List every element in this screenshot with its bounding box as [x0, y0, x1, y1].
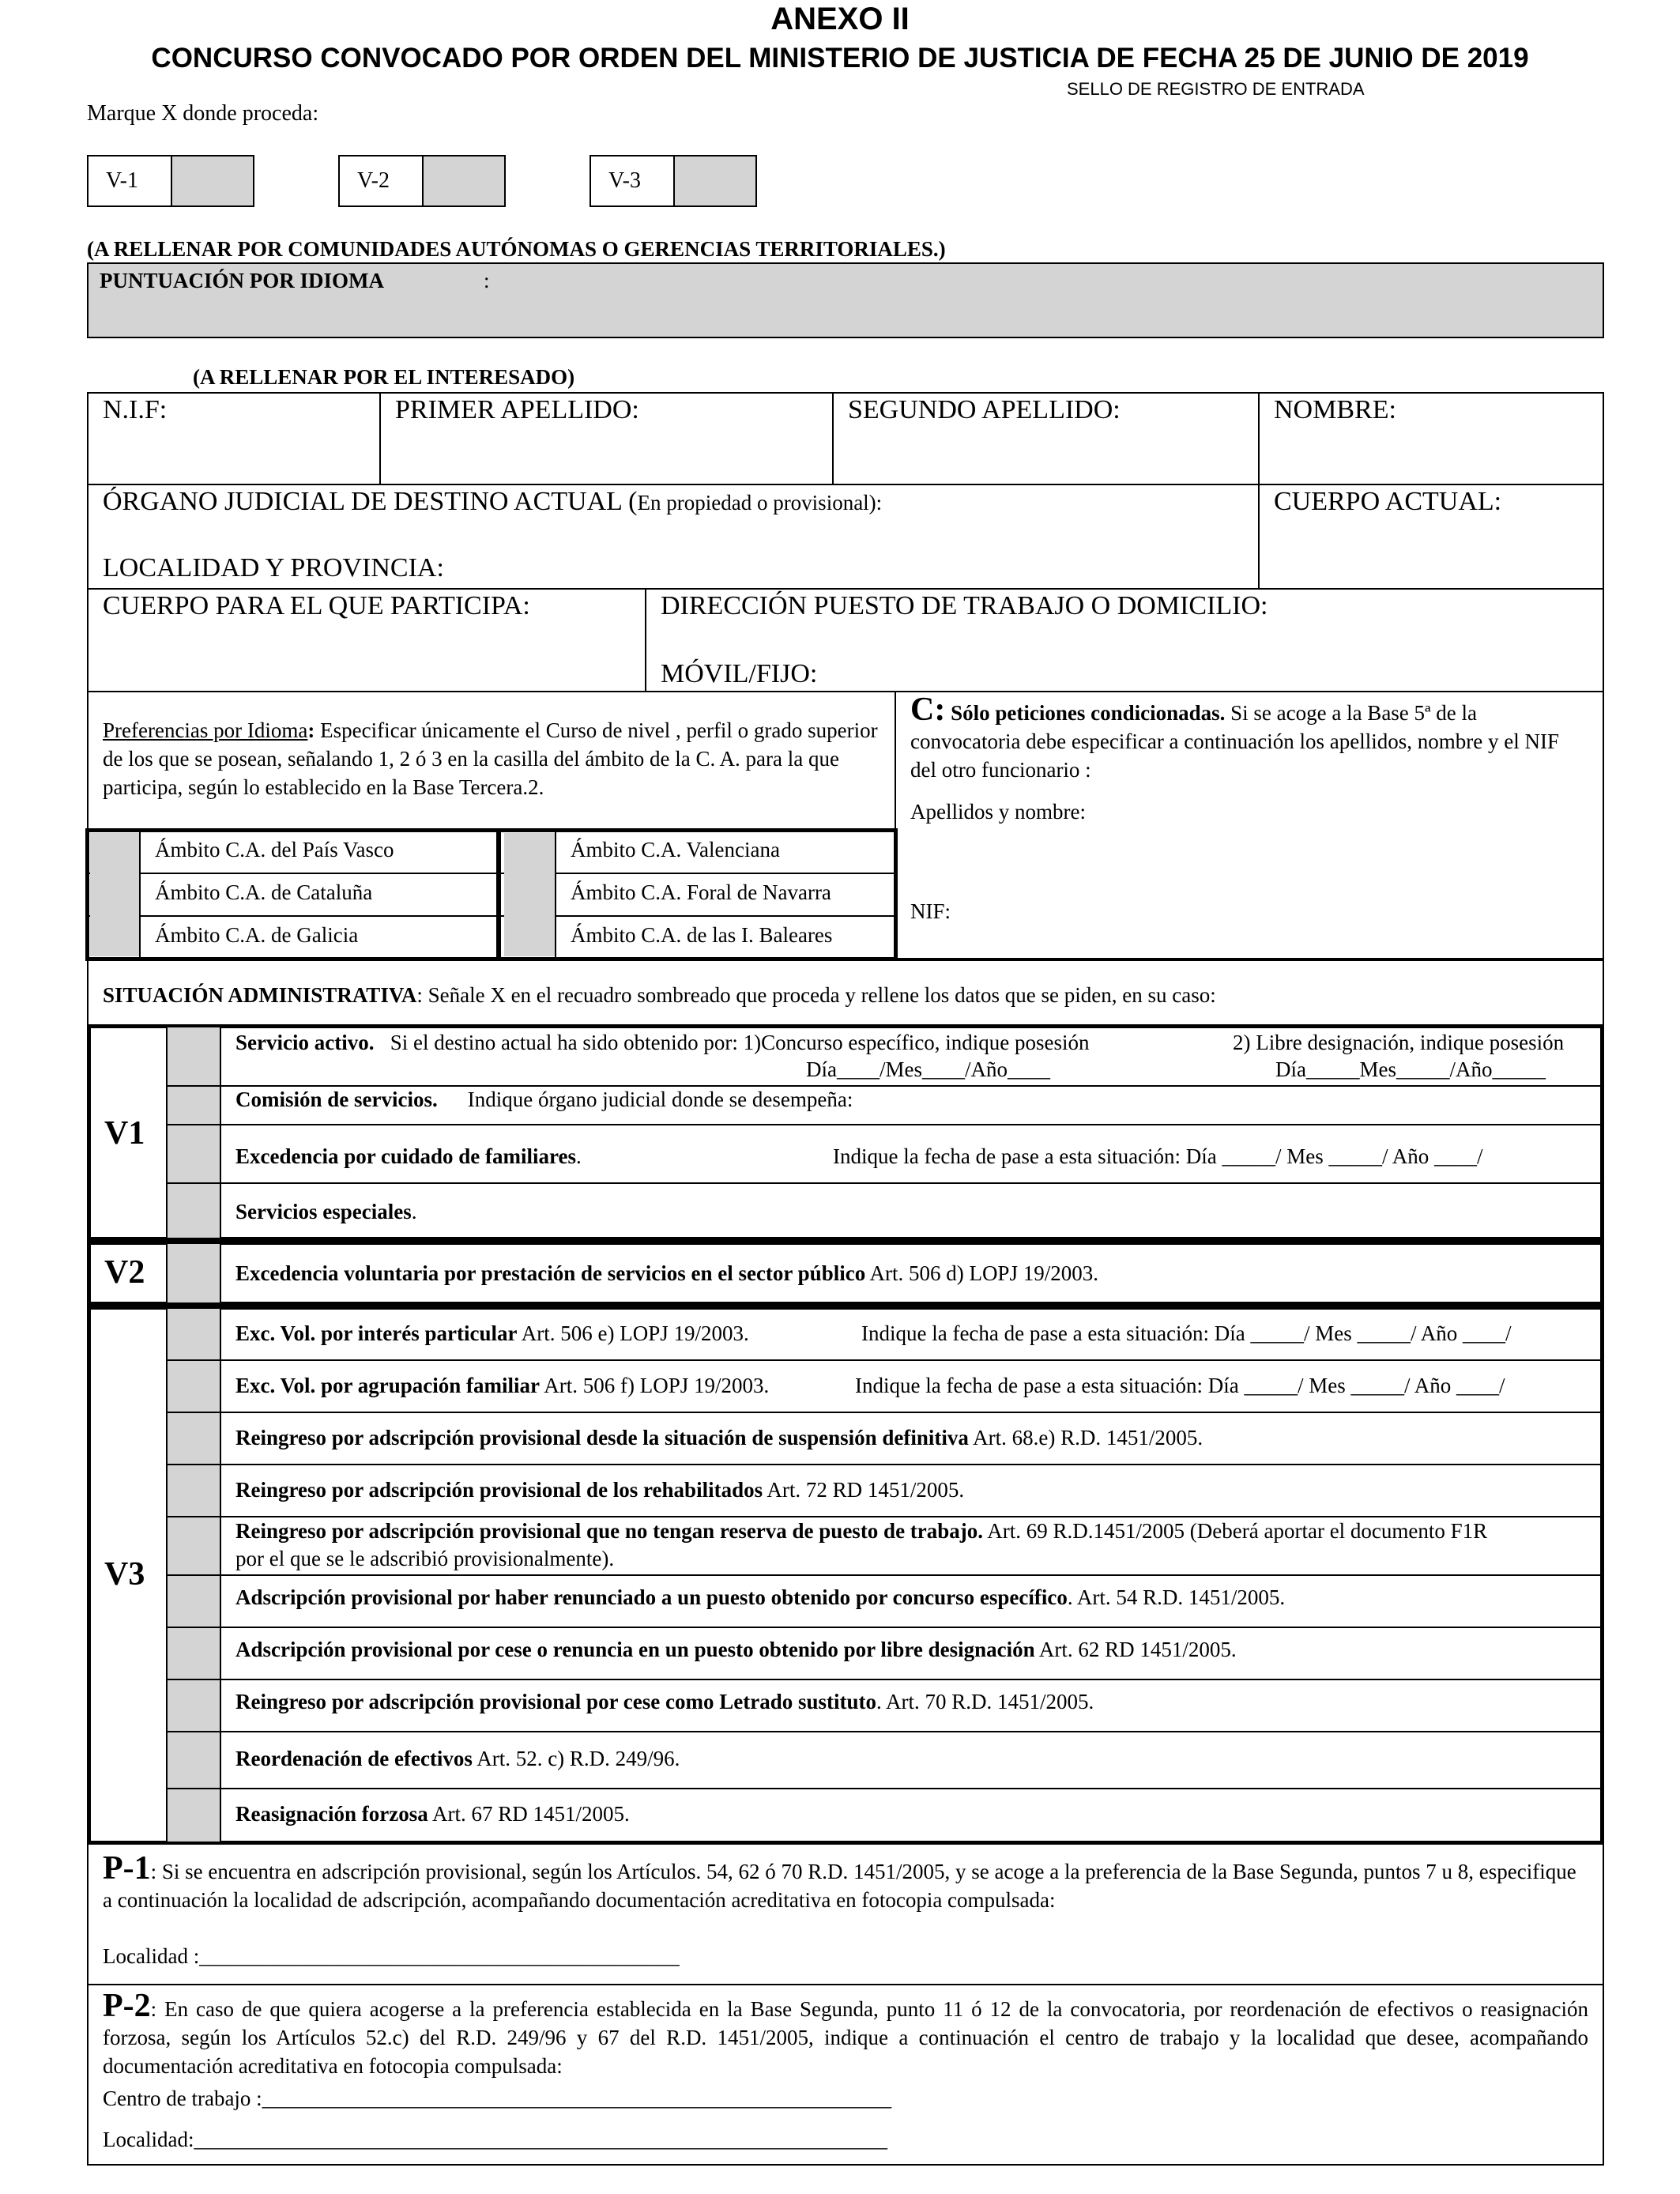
ambito-baleares: Ámbito C.A. de las I. Baleares — [571, 923, 833, 947]
language-score-field[interactable] — [87, 262, 1604, 338]
primer-apellido-field[interactable]: PRIMER APELLIDO: — [395, 395, 639, 424]
comision-servicios-row: Comisión de servicios. Indique órgano judicial donde se desempeña: — [235, 1088, 853, 1111]
preferences-text: Preferencias por Idioma: Especificar únicamente el Curso de nivel , perfil o grado superior de los que se posean, señalando 1, 2 ó 3 en la casilla del ámbito de la C. A. para la que participa, según lo establecido en la Base Tercera.2. — [103, 718, 878, 799]
concurso-date[interactable]: Día____/Mes____/Año____ — [806, 1057, 1050, 1081]
preferences-title: Preferencias por Idioma — [103, 718, 308, 742]
v3-row: Reingreso por adscripción provisional desde la situación de suspensión definitiva Art. 68.e) R.D. 1451/2005. — [235, 1426, 1203, 1449]
cuerpo-participa-field[interactable]: CUERPO PARA EL QUE PARTICIPA: — [103, 591, 530, 620]
v3-label: V3 — [104, 1556, 145, 1593]
movil-field[interactable]: MÓVIL/FIJO: — [661, 659, 818, 688]
segundo-apellido-field[interactable]: SEGUNDO APELLIDO: — [848, 395, 1121, 424]
p2-centro-field[interactable]: Centro de trabajo :___________________________________________________________ — [103, 2087, 892, 2110]
registration-stamp-label: SELLO DE REGISTRO DE ENTRADA — [1067, 79, 1365, 99]
option-v3[interactable] — [590, 155, 757, 207]
p2-label: P-2 — [103, 1988, 151, 2024]
p2-text: P-2: En caso de que quiera acogerse a la preferencia establecida en la Base Segunda, punto 11 ó 12 de la convocatoria, por reordenación de efectivos o reasignación forzosa, según los Artículos 52.c) del R.D. 249/96 y 67 del R.D. 1451/2005, indique a continuación el centro de trabajo y la localidad que desee, acompañando documentación acreditativa en fotocopia compulsada: — [103, 1988, 1588, 2078]
option-v1[interactable] — [87, 155, 254, 207]
direccion-field[interactable]: DIRECCIÓN PUESTO DE TRABAJO O DOMICILIO: — [661, 591, 1268, 620]
option-v2-label: V-2 — [340, 156, 424, 205]
nif-field[interactable]: N.I.F: — [103, 395, 168, 424]
admin-note: (A RELLENAR POR COMUNIDADES AUTÓNOMAS O GERENCIAS TERRITORIALES.) — [87, 237, 946, 261]
servicios-especiales-row: Servicios especiales. — [235, 1200, 417, 1223]
v3-row-date[interactable]: Indique la fecha de pase a esta situación: Día _____/ Mes _____/ Año ____/ — [855, 1374, 1505, 1397]
servicio-activo-row: Servicio activo. Si el destino actual ha sido obtenido por: 1)Concurso específico, indique posesión — [235, 1031, 1090, 1054]
language-score-label: PUNTUACIÓN POR IDIOMA — [100, 269, 384, 292]
mark-instruction: Marque X donde proceda: — [87, 101, 319, 126]
ambito-galicia: Ámbito C.A. de Galicia — [155, 923, 359, 947]
libre-designacion-text: 2) Libre designación, indique posesión — [1233, 1031, 1565, 1054]
v3-row: Reingreso por adscripción provisional de los rehabilitados Art. 72 RD 1451/2005. — [235, 1478, 965, 1502]
libre-designacion-date[interactable]: Día_____Mes_____/Año_____ — [1275, 1057, 1546, 1081]
p1-text: P-1: Si se encuentra en adscripción provisional, según los Artículos. 54, 62 ó 70 R.D. 1451/2005, y se acoge a la preferencia de la Base Segunda, puntos 7 u 8, especifique a continuación la localidad de adscripción, acompañando documentación acreditativa en fotocopia compulsada: — [103, 1850, 1576, 1912]
v3-row: Adscripción provisional por haber renunciado a un puesto obtenido por concurso específico. Art. 54 R.D. 1451/2005. — [235, 1585, 1286, 1609]
option-v3-checkbox[interactable] — [675, 156, 755, 205]
conditional-text: C: Sólo peticiones condicionadas. Si se acoge a la Base 5ª de la convocatoria debe especificar a continuación los apellidos, nombre y el NIF del otro funcionario : — [910, 692, 1559, 782]
v3-row: Exc. Vol. por agrupación familiar Art. 506 f) LOPJ 19/2003. — [235, 1374, 770, 1397]
conditional-apellidos[interactable]: Apellidos y nombre: — [910, 800, 1086, 824]
applicant-note: (A RELLENAR POR EL INTERESADO) — [193, 365, 575, 389]
ambito-navarra: Ámbito C.A. Foral de Navarra — [571, 880, 831, 904]
p2-localidad-field[interactable]: Localidad:_________________________________________________________________ — [103, 2128, 887, 2151]
v3-row: Reingreso por adscripción provisional que no tengan reserva de puesto de trabajo. Art. 69 R.D.1451/2005 (Deberá aportar el documento F1R por el que se le adscribió provisionalmente). — [235, 1519, 1488, 1570]
organo-field[interactable] — [103, 487, 882, 517]
ambito-cataluna: Ámbito C.A. de Cataluña — [155, 880, 373, 904]
option-v2-checkbox[interactable] — [424, 156, 504, 205]
v3-row: Adscripción provisional por cese o renuncia en un puesto obtenido por libre designación Art. 62 RD 1451/2005. — [235, 1638, 1237, 1661]
option-v3-label: V-3 — [591, 156, 675, 205]
v3-row: Reingreso por adscripción provisional por cese como Letrado sustituto. Art. 70 R.D. 1451/2005. — [235, 1690, 1094, 1713]
conditional-nif[interactable]: NIF: — [910, 899, 951, 923]
p1-label: P-1 — [103, 1850, 151, 1887]
language-score-colon: : — [484, 269, 490, 292]
conditional-letter: C: — [910, 692, 946, 728]
v3-row-date[interactable]: Indique la fecha de pase a esta situación: Día _____/ Mes _____/ Año ____/ — [861, 1321, 1512, 1345]
excedencia-sector-publico-row: Excedencia voluntaria por prestación de servicios en el sector público Art. 506 d) LOPJ 19/2003. — [235, 1261, 1098, 1285]
organo-label: ÓRGANO JUDICIAL DE DESTINO ACTUAL ( — [103, 487, 638, 516]
v1-label: V1 — [104, 1115, 145, 1152]
nombre-field[interactable]: NOMBRE: — [1274, 395, 1396, 424]
localidad-field[interactable]: LOCALIDAD Y PROVINCIA: — [103, 553, 444, 582]
cuerpo-actual-field[interactable]: CUERPO ACTUAL: — [1274, 487, 1502, 516]
option-v1-checkbox[interactable] — [172, 156, 253, 205]
ambito-valenciana: Ámbito C.A. Valenciana — [571, 838, 780, 861]
excedencia-familiares-row: Excedencia por cuidado de familiares. — [235, 1144, 582, 1168]
v3-row: Reordenación de efectivos Art. 52. c) R.D. 249/96. — [235, 1747, 680, 1770]
v2-label: V2 — [104, 1254, 145, 1291]
annex-title: ANEXO II — [770, 2, 910, 36]
form-title: CONCURSO CONVOCADO POR ORDEN DEL MINISTERIO DE JUSTICIA DE FECHA 25 DE JUNIO DE 2019 — [151, 43, 1529, 74]
p1-localidad-field[interactable]: Localidad :_____________________________________________ — [103, 1944, 680, 1968]
v3-row: Reasignación forzosa Art. 67 RD 1451/2005. — [235, 1802, 630, 1826]
ambito-pais-vasco: Ámbito C.A. del País Vasco — [155, 838, 394, 861]
option-v2[interactable] — [338, 155, 506, 207]
option-v1-label: V-1 — [89, 156, 172, 205]
v3-row: Exc. Vol. por interés particular Art. 506 e) LOPJ 19/2003. — [235, 1321, 749, 1345]
organo-small-label: En propiedad o provisional): — [637, 491, 883, 515]
excedencia-familiares-date[interactable]: Indique la fecha de pase a esta situación: Día _____/ Mes _____/ Año ____/ — [833, 1144, 1483, 1168]
situacion-instruction: SITUACIÓN ADMINISTRATIVA: Señale X en el recuadro sombreado que proceda y rellene los datos que se piden, en su caso: — [103, 983, 1216, 1007]
